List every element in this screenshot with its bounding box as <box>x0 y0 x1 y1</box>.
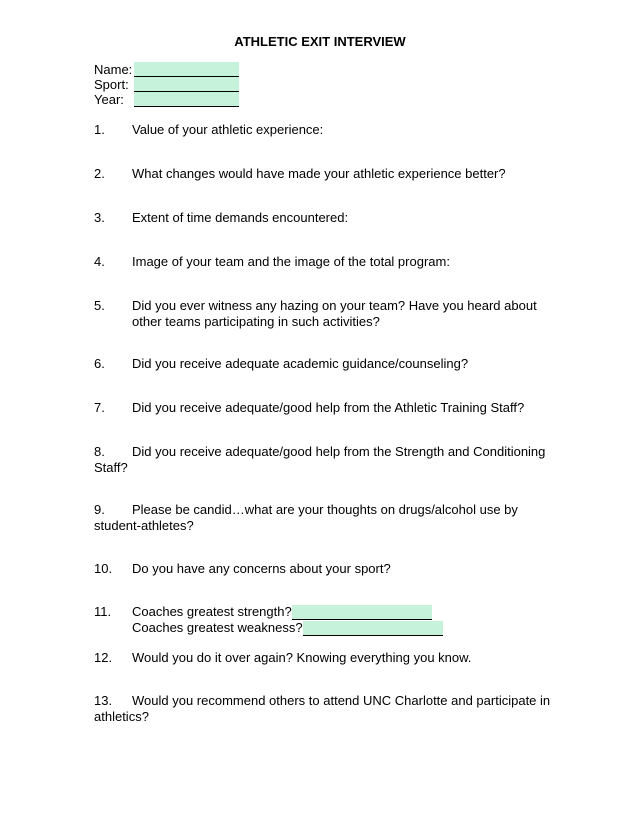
weakness-label: Coaches greatest weakness? <box>132 620 303 635</box>
weakness-line <box>132 620 443 636</box>
question-text: Did you receive adequate/good help from the Athletic Training Staff? <box>132 400 525 415</box>
question-number: 1. <box>94 122 105 137</box>
question-text: Do you have any concerns about your sport? <box>132 561 391 576</box>
form-title: ATHLETIC EXIT INTERVIEW <box>234 34 406 49</box>
question-text: Extent of time demands encountered: <box>132 210 349 225</box>
year-field[interactable] <box>134 92 239 107</box>
strength-field[interactable] <box>292 605 432 620</box>
question-text-continuation: Staff? <box>94 460 128 475</box>
question-text: Would you recommend others to attend UNC Charlotte and participate in <box>132 693 551 708</box>
sport-label: Sport: <box>94 77 129 92</box>
year-label: Year: <box>94 92 124 107</box>
question-number: 10. <box>94 561 113 576</box>
strength-label: Coaches greatest strength? <box>132 604 292 619</box>
question-text: Please be candid…what are your thoughts on drugs/alcohol use by <box>132 502 518 517</box>
question-number: 4. <box>94 254 105 269</box>
question-text: What changes would have made your athletic experience better? <box>132 166 506 181</box>
question-text-continuation: athletics? <box>94 709 149 724</box>
question-text-continuation: student-athletes? <box>94 518 194 533</box>
question-number: 11. <box>94 604 112 619</box>
question-number: 7. <box>94 400 105 415</box>
strength-line <box>132 604 552 620</box>
question-number: 9. <box>94 502 105 517</box>
question-text: Would you do it over again? Knowing everything you know. <box>132 650 472 665</box>
question-text: Did you ever witness any hazing on your team? Have you heard about <box>132 298 537 313</box>
question-number: 13. <box>94 693 113 708</box>
question-text-line2: other teams participating in such activities? <box>132 314 380 329</box>
weakness-field[interactable] <box>303 621 443 636</box>
question-text: Image of your team and the image of the total program: <box>132 254 450 269</box>
question-text: Value of your athletic experience: <box>132 122 324 137</box>
name-field[interactable] <box>134 62 239 77</box>
sport-field[interactable] <box>134 77 239 92</box>
question-number: 5. <box>94 298 105 313</box>
question-number: 3. <box>94 210 105 225</box>
question-number: 8. <box>94 444 105 459</box>
question-text: Did you receive adequate academic guidance/counseling? <box>132 356 469 371</box>
question-number: 12. <box>94 650 113 665</box>
question-number: 2. <box>94 166 105 181</box>
question-text: Did you receive adequate/good help from the Strength and Conditioning <box>132 444 546 459</box>
name-label: Name: <box>94 62 133 77</box>
question-number: 6. <box>94 356 105 371</box>
